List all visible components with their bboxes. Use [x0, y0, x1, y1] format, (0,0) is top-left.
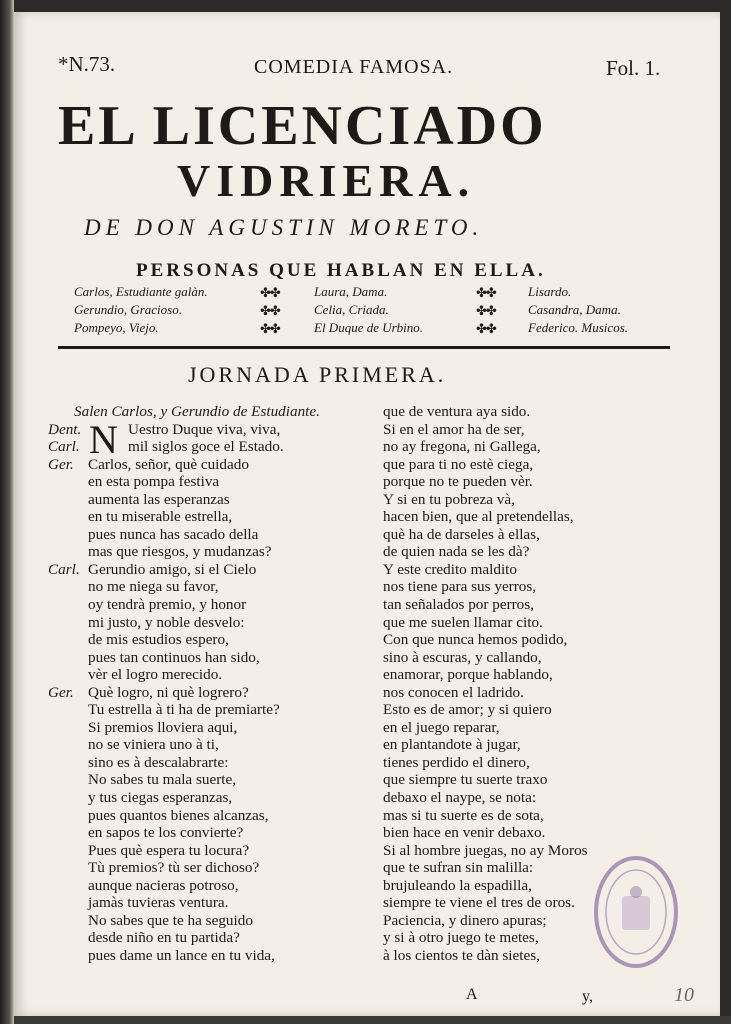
- signature-mark: A: [466, 986, 478, 1003]
- speaker-label: Carl.: [48, 438, 80, 456]
- verse-text: vèr el logro merecido.: [88, 666, 223, 684]
- verse-text: pues quantos bienes alcanzas,: [88, 806, 269, 824]
- verse-line: [48, 771, 320, 789]
- verse-line: que de ventura aya sido.: [383, 403, 531, 420]
- verse-text: mi justo, y noble desvelo:: [88, 613, 245, 631]
- stage-direction: Salen Carlos, y Gerundio de Estudiante.: [74, 403, 320, 420]
- handwritten-number: 10: [674, 984, 694, 1006]
- verse-line: en plantandote à jugar,: [383, 736, 521, 754]
- page-bottom-edge: [14, 1016, 731, 1024]
- verse-line: que te sufran sin malilla:: [383, 859, 534, 877]
- verse-text: en sapos te los convierte?: [88, 824, 244, 842]
- verse-line: à los cientos te dàn sietes,: [383, 946, 540, 964]
- verse-text: sino es à descalabrarte:: [88, 753, 229, 771]
- book-spine: [0, 0, 14, 1024]
- title-line-2: VIDRIERA.: [177, 155, 476, 206]
- verse-line: siempre te viene el tres de oros.: [383, 894, 575, 912]
- verse-line: en el juego reparar,: [383, 718, 500, 736]
- verse-line: mas si tu suerte es de sota,: [383, 806, 544, 824]
- verse-text: en tu miserable estrella,: [88, 508, 233, 526]
- verse-text: desde niño en tu partida?: [88, 929, 240, 947]
- verse-line: [48, 491, 320, 509]
- verse-line: [48, 754, 320, 772]
- verse-line: que me suelen llamar cito.: [383, 613, 543, 631]
- verse-line: nos conocen el ladrido.: [383, 683, 524, 701]
- verse-line: [48, 438, 320, 456]
- cast-item: Celia, Criada.: [314, 302, 389, 317]
- speaker-label: Ger.: [48, 683, 74, 701]
- verse-line: [48, 701, 320, 719]
- verse-line: [48, 684, 320, 702]
- cast-item: Federico. Musicos.: [528, 320, 629, 335]
- title-line-1: EL LICENCIADO: [58, 95, 547, 157]
- speaker-label: Carl.: [48, 560, 80, 578]
- verse-text: en esta pompa festiva: [88, 473, 220, 491]
- verse-line: [48, 719, 320, 737]
- verse-line: y si à otro juego te metes,: [383, 929, 539, 947]
- verse-line: brujuleando la espadilla,: [383, 876, 532, 894]
- verse-line: Si en el amor ha de ser,: [383, 420, 525, 438]
- verse-text: pues nunca has sacado della: [88, 525, 259, 543]
- verse-line: tan señalados por perros,: [383, 596, 534, 614]
- verse-text: mas que riesgos, y mudanzas?: [88, 543, 272, 561]
- verse-line: Si al hombre juegas, no ay Moros: [383, 841, 588, 859]
- verse-line: [48, 912, 320, 930]
- act-heading: JORNADA PRIMERA.: [188, 362, 447, 387]
- verse-text: mil siglos goce el Estado.: [128, 438, 284, 456]
- verse-line: [48, 859, 320, 877]
- speaker-label: Ger.: [48, 455, 74, 473]
- cast-item: Lisardo.: [528, 284, 572, 299]
- verse-text: Què logro, ni què logrero?: [88, 683, 249, 701]
- divider-rule: [58, 346, 670, 349]
- verse-text: Pues què espera tu locura?: [88, 841, 250, 859]
- fleuron-ornament-icon: ✤✤: [260, 322, 280, 337]
- verse-line: [48, 789, 320, 807]
- genre-heading: COMEDIA FAMOSA.: [254, 56, 454, 78]
- verse-line: [48, 456, 320, 474]
- cast-item: Laura, Dama.: [314, 284, 388, 299]
- verse-line: [48, 649, 320, 667]
- fleuron-ornament-icon: ✤✤: [476, 322, 496, 337]
- verse-line: [48, 421, 320, 439]
- verse-line: [48, 929, 320, 947]
- personas-heading: PERSONAS QUE HABLAN EN ELLA.: [136, 260, 546, 281]
- verse-line: [48, 824, 320, 842]
- verse-line: [48, 403, 320, 421]
- verse-text: aumenta las esperanzas: [88, 490, 230, 508]
- verse-line: [48, 842, 320, 860]
- verse-text: Uestro Duque viva, viva,: [128, 420, 281, 438]
- verse-line: debaxo el naype, se nota:: [383, 789, 537, 807]
- drop-capital: N: [89, 417, 118, 462]
- verse-text: Carlos, señor, què cuidado: [88, 455, 249, 473]
- verse-line: Esto es de amor; y si quiero: [383, 701, 552, 719]
- verse-text: de mis estudios espero,: [88, 631, 229, 649]
- verse-line: Y este credito maldito: [383, 560, 517, 578]
- verse-line: [48, 561, 320, 579]
- verse-line: porque no te pueden vèr.: [383, 473, 533, 491]
- cast-item: Gerundio, Gracioso.: [74, 302, 182, 317]
- verse-line: de quien nada se les dà?: [383, 543, 530, 561]
- verse-text: No sabes tu mala suerte,: [88, 771, 237, 789]
- library-stamp-icon: [592, 852, 680, 972]
- cast-item: Carlos, Estudiante galàn.: [74, 284, 208, 299]
- verse-line: [48, 807, 320, 825]
- verse-text: jamàs tuvieras ventura.: [88, 894, 229, 912]
- verse-text: No sabes que te ha seguido: [88, 911, 253, 929]
- verse-text: Si premios lloviera aqui,: [88, 718, 238, 736]
- verse-line: que para ti no estè ciega,: [383, 455, 534, 473]
- verse-line: [48, 894, 320, 912]
- verse-line: [48, 508, 320, 526]
- verse-line: hacen bien, que al pretendellas,: [383, 508, 574, 526]
- verse-line: [48, 947, 320, 965]
- verse-text: y tus ciegas esperanzas,: [88, 789, 233, 807]
- cast-item: El Duque de Urbino.: [314, 320, 424, 335]
- verse-line: [48, 473, 320, 491]
- verse-text: no se viniera uno à ti,: [88, 736, 219, 754]
- fleuron-ornament-icon: ✤✤: [476, 286, 496, 301]
- left-text-column: [48, 403, 320, 965]
- fleuron-ornament-icon: ✤✤: [260, 286, 280, 301]
- verse-line: Paciencia, y dinero apuras;: [383, 911, 547, 929]
- verse-text: oy tendrà premio, y honor: [88, 596, 247, 614]
- cast-item: Pompeyo, Viejo.: [74, 320, 159, 335]
- verse-line: Y si en tu pobreza và,: [383, 490, 515, 508]
- verse-text: pues dame un lance en tu vida,: [88, 946, 275, 964]
- verse-line: què ha de darseles à ellas,: [383, 525, 540, 543]
- verse-line: no ay fregona, ni Gallega,: [383, 438, 541, 456]
- verse-text: Gerundio amigo, si el Cielo: [88, 560, 257, 578]
- verse-line: sino à escuras, y callando,: [383, 648, 542, 666]
- document-page: [14, 12, 720, 1016]
- author-line: DE DON AGUSTIN MORETO.: [84, 215, 484, 240]
- verse-line: [48, 596, 320, 614]
- catchword: y,: [582, 988, 593, 1005]
- verse-line: tienes perdido el dinero,: [383, 753, 530, 771]
- verse-text: no me niega su favor,: [88, 578, 219, 596]
- right-text-column: [369, 403, 588, 965]
- verse-line: [48, 543, 320, 561]
- verse-text: Tu estrella à ti ha de premiarte?: [88, 701, 280, 719]
- verse-line: [48, 666, 320, 684]
- play-number: *N.73.: [58, 52, 116, 76]
- verse-line: [48, 631, 320, 649]
- verse-line: Con que nunca hemos podido,: [383, 631, 568, 649]
- verse-line: que siempre tu suerte traxo: [383, 771, 548, 789]
- verse-line: enamorar, porque hablando,: [383, 666, 553, 684]
- verse-line: [48, 526, 320, 544]
- verse-line: [48, 736, 320, 754]
- verse-text: aunque nacieras potroso,: [88, 876, 239, 894]
- verse-line: [48, 578, 320, 596]
- verse-text: pues tan continuos han sido,: [88, 648, 260, 666]
- speaker-label: Dent.: [48, 420, 82, 438]
- fleuron-ornament-icon: ✤✤: [476, 304, 496, 319]
- verse-text: Tù premios? tù ser dichoso?: [88, 859, 260, 877]
- cast-item: Casandra, Dama.: [528, 302, 621, 317]
- verse-line: nos tiene para sus yerros,: [383, 578, 537, 596]
- folio-number: Fol. 1.: [606, 56, 661, 80]
- fleuron-ornament-icon: ✤✤: [260, 304, 280, 319]
- verse-line: bien hace en venir debaxo.: [383, 824, 546, 842]
- verse-line: [48, 614, 320, 632]
- verse-line: [48, 877, 320, 895]
